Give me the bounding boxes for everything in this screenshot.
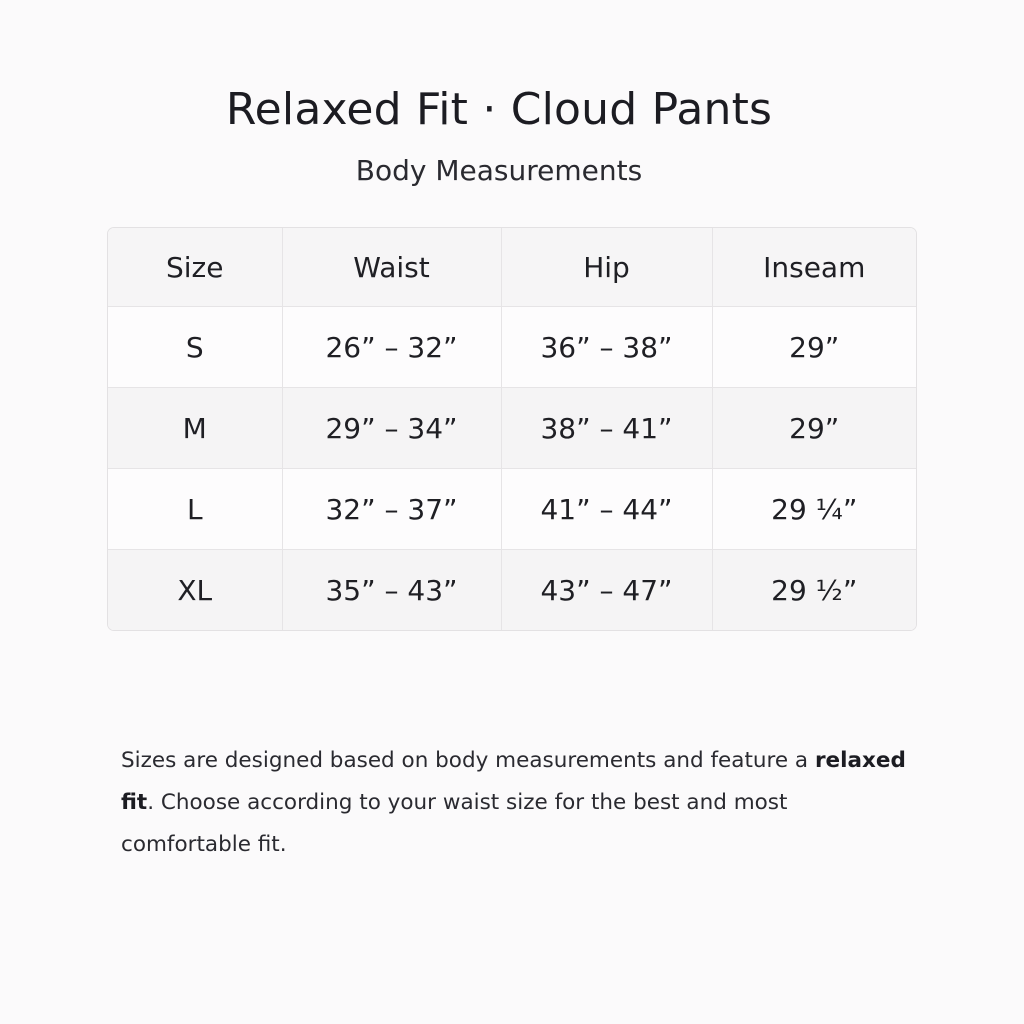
column-header-waist: Waist xyxy=(282,228,501,307)
page-subtitle: Body Measurements xyxy=(355,154,643,187)
hip-cell: 41” – 44” xyxy=(501,469,712,550)
inseam-cell: 29 ½” xyxy=(712,550,916,631)
hip-cell: 43” – 47” xyxy=(501,550,712,631)
table-row xyxy=(108,388,916,469)
table-row xyxy=(108,550,916,631)
size-cell: XL xyxy=(108,550,282,631)
fit-note-text: Sizes are designed based on body measurements and feature a xyxy=(121,748,815,773)
fit-note-emphasis: relaxed fit xyxy=(121,748,906,815)
hip-cell: 36” – 38” xyxy=(501,307,712,388)
size-cell: M xyxy=(108,388,282,469)
inseam-cell: 29” xyxy=(712,307,916,388)
waist-cell: 35” – 43” xyxy=(282,550,501,631)
size-cell: S xyxy=(108,307,282,388)
waist-cell: 32” – 37” xyxy=(282,469,501,550)
table-row xyxy=(108,469,916,550)
inseam-cell: 29” xyxy=(712,388,916,469)
inseam-cell: 29 ¼” xyxy=(712,469,916,550)
waist-cell: 26” – 32” xyxy=(282,307,501,388)
fit-note-text-end: . Choose according to your waist size for the best and most comfortable fit. xyxy=(121,790,788,857)
column-header-size: Size xyxy=(108,228,282,307)
fit-note xyxy=(121,740,921,866)
hip-cell: 38” – 41” xyxy=(501,388,712,469)
size-table-container xyxy=(107,227,917,631)
column-header-inseam: Inseam xyxy=(712,228,916,307)
table-row xyxy=(108,307,916,388)
size-cell: L xyxy=(108,469,282,550)
size-table xyxy=(108,228,916,630)
table-header-row xyxy=(108,228,916,307)
page-title: Relaxed Fit · Cloud Pants xyxy=(225,84,773,135)
waist-cell: 29” – 34” xyxy=(282,388,501,469)
column-header-hip: Hip xyxy=(501,228,712,307)
